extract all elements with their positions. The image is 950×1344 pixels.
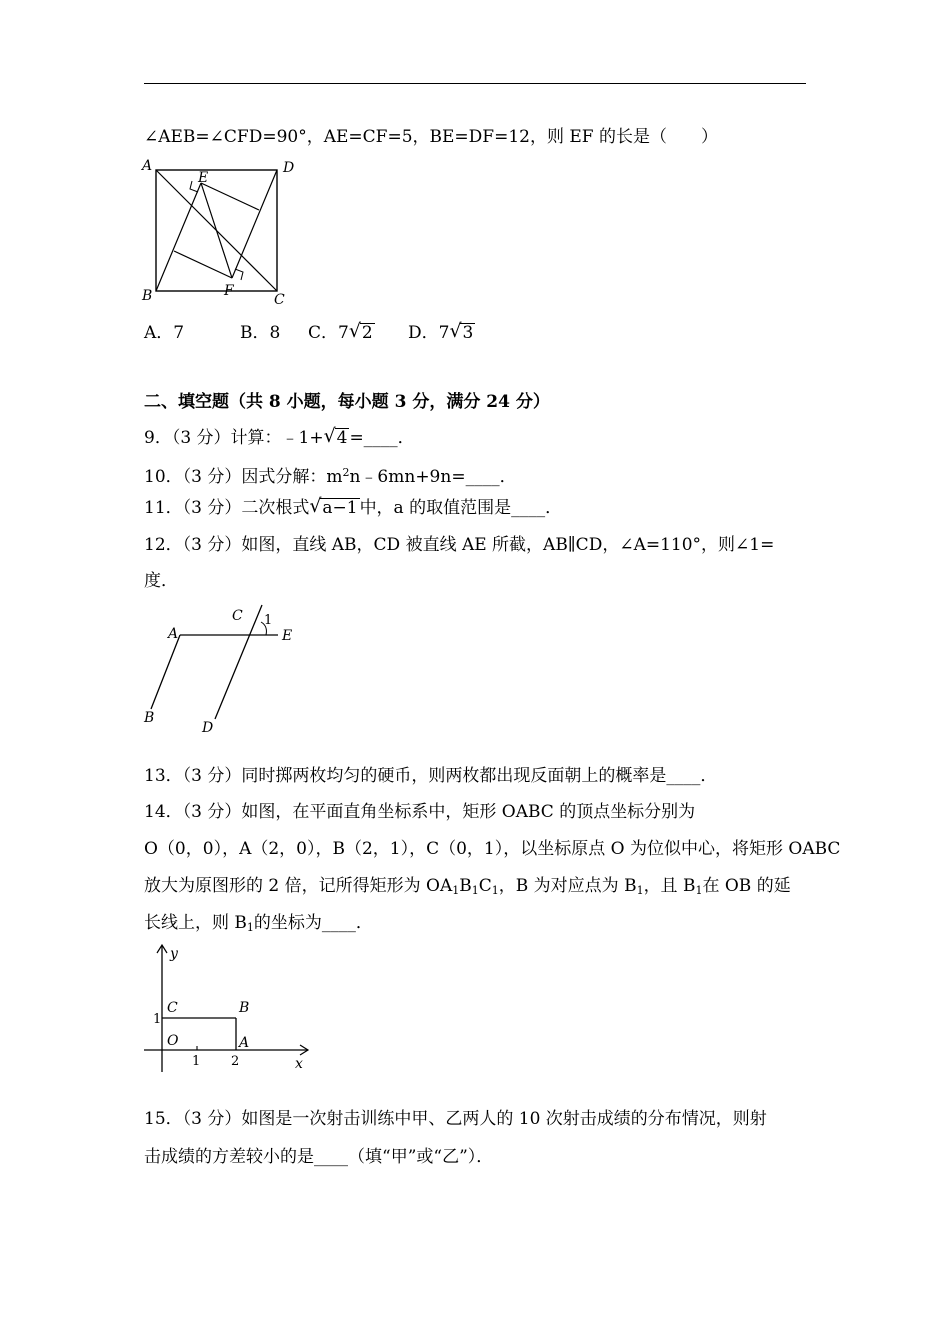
q8-options — [144, 322, 475, 344]
q8-segment-be — [156, 183, 201, 291]
q12-label-b: B — [144, 710, 155, 726]
q14-line2: O（0，0），A（2，0），B（2，1），C（0，1），以坐标原点 O 为位似中心，将矩形 OABC — [144, 839, 841, 859]
q14-tick-label-x2: 2 — [231, 1054, 240, 1069]
q14-label-b: B — [239, 1000, 250, 1016]
q8-stem: ∠AEB=∠CFD=90°，AE=CF=5，BE=DF=12，则 EF 的长是（ ） — [144, 127, 718, 147]
q14-figure — [140, 940, 320, 1075]
sqrt-sign: √ 4 — [323, 425, 348, 448]
q8-segment-bf — [174, 251, 232, 278]
q9: 9．（3 分）计算：﹣1+ √ 4 =____． — [144, 425, 415, 448]
q8-label-b: B — [142, 288, 153, 304]
q8-label-e: E — [198, 170, 209, 186]
q15-line1: 15．（3 分）如图是一次射击训练中甲、乙两人的 10 次射击成绩的分布情况，则射 — [144, 1109, 767, 1129]
section-title: 二、填空题（共 8 小题，每小题 3 分，满分 24 分） — [144, 392, 550, 412]
q10: 10．（3 分）因式分解：$m^2n﹣6mn+9n=\_\_\_\_$． — [144, 466, 517, 487]
q15-line2: 击成绩的方差较小的是____（填“甲”或“乙”）． — [144, 1147, 494, 1167]
q14-line3: 放大为原图形的 2 倍，记所得矩形为 $OA_1B_1C_1$，B 为对应点为 $B_1$，且 $B_1$在 OB 的延 — [144, 876, 791, 897]
header-rule — [144, 83, 806, 84]
q14-label-o: O — [167, 1033, 179, 1049]
q12-line2: 度． — [144, 571, 178, 591]
q8-label-a: A — [142, 158, 153, 174]
q8-segment-de — [201, 183, 259, 210]
q14-line4: 长线上，则 $B_1$的坐标为____． — [144, 913, 373, 934]
q11: 11．（3 分）二次根式 √ a−1 中，a 的取值范围是____． — [144, 495, 563, 518]
q8-figure — [140, 156, 310, 308]
q8-segment-ef — [201, 183, 232, 278]
q12-line1: 12．（3 分）如图，直线 AB，CD 被直线 AE 所截，AB∥CD，∠A=110°，则∠1= — [144, 535, 775, 555]
q8-label-d: D — [283, 160, 295, 176]
q8-option-c[interactable]: C．7 √ 2 — [308, 320, 373, 343]
sqrt-sign: √ 3 — [449, 320, 474, 343]
q13: 13．（3 分）同时掷两枚均匀的硬币，则两枚都出现反面朝上的概率是____． — [144, 766, 718, 786]
q14-line1: 14．（3 分）如图，在平面直角坐标系中，矩形 OABC 的顶点坐标分别为 — [144, 802, 696, 822]
q8-label-c: C — [274, 292, 285, 308]
q8-right-angle-f — [235, 269, 243, 280]
q14-label-a: A — [239, 1035, 250, 1051]
sqrt-sign: √ a−1 — [309, 495, 358, 518]
q8-option-d[interactable]: D．7 √ 3 — [408, 320, 474, 343]
q12-figure — [140, 602, 310, 738]
q8-segment-df — [232, 170, 277, 278]
q12-label-1: 1 — [264, 613, 273, 628]
q12-label-a: A — [168, 626, 179, 642]
q12-label-d: D — [202, 720, 214, 736]
q14-label-x: x — [295, 1056, 303, 1072]
q8-right-angle-e — [190, 181, 198, 192]
q8-option-a[interactable]: A．7 — [144, 323, 185, 343]
sqrt-sign: √ 2 — [348, 320, 373, 343]
q8-option-b[interactable]: B．8 — [240, 323, 281, 343]
q14-label-y: y — [170, 946, 178, 962]
q14-tick-label-y1: 1 — [153, 1012, 162, 1027]
q14-tick-label-x1: 1 — [192, 1054, 201, 1069]
q8-label-f: F — [224, 283, 234, 299]
q12-label-e: E — [282, 628, 293, 644]
q12-label-c: C — [232, 608, 243, 624]
q12-line-ab — [151, 635, 180, 709]
q14-label-c: C — [167, 1000, 178, 1016]
